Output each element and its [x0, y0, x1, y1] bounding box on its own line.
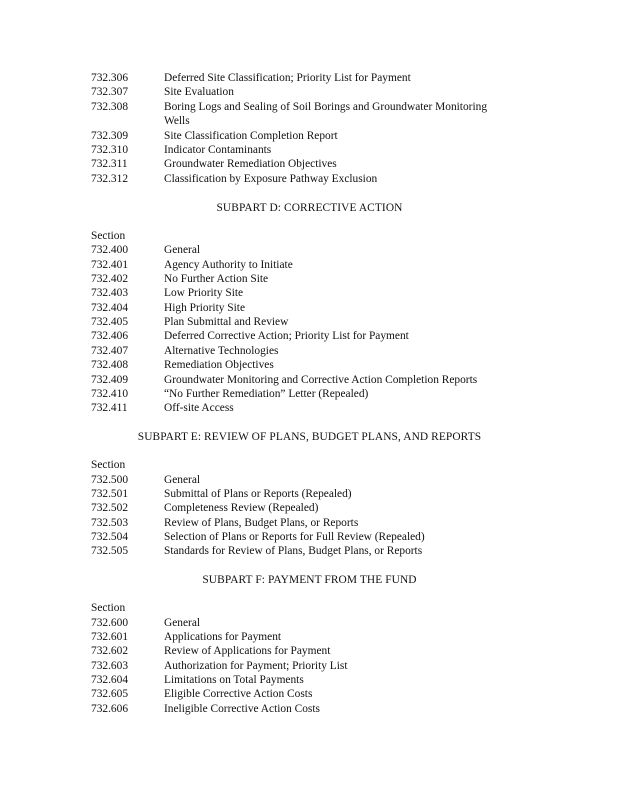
section-number: 732.309: [91, 130, 129, 142]
section-title: Selection of Plans or Reports for Full Review (Repealed): [164, 531, 425, 543]
section-label: Section: [91, 459, 126, 471]
section-number: 732.404: [91, 302, 129, 314]
section-number: 732.403: [91, 287, 129, 299]
section-number: 732.501: [91, 488, 129, 500]
section-title: Completeness Review (Repealed): [164, 502, 319, 514]
section-number: 732.600: [91, 617, 129, 629]
section-title: Deferred Corrective Action; Priority List for Payment: [164, 330, 409, 342]
section-title: High Priority Site: [164, 302, 246, 314]
section-number: 732.307: [91, 86, 129, 98]
section-number: 732.408: [91, 359, 129, 371]
section-title: No Further Action Site: [164, 273, 269, 285]
subpart-d-heading: SUBPART D: CORRECTIVE ACTION: [216, 202, 403, 214]
section-title: General: [164, 474, 201, 486]
section-title: Off-site Access: [164, 402, 234, 414]
section-title: Classification by Exposure Pathway Exclusion: [164, 173, 378, 185]
section-number: 732.604: [91, 674, 129, 686]
section-number: 732.402: [91, 273, 129, 285]
section-number: 732.401: [91, 259, 129, 271]
section-title: Indicator Contaminants: [164, 144, 272, 156]
section-number: 732.504: [91, 531, 129, 543]
section-number: 732.407: [91, 345, 129, 357]
section-title: Authorization for Payment; Priority List: [164, 660, 348, 672]
section-title: Groundwater Remediation Objectives: [164, 158, 337, 170]
section-title: Plan Submittal and Review: [164, 316, 289, 328]
section-title: Review of Applications for Payment: [164, 645, 331, 657]
section-number: 732.411: [91, 402, 128, 414]
section-number: 732.502: [91, 502, 129, 514]
section-number: 732.410: [91, 388, 129, 400]
section-number: 732.500: [91, 474, 129, 486]
section-number: 732.406: [91, 330, 129, 342]
section-number: 732.601: [91, 631, 129, 643]
section-number: 732.306: [91, 72, 129, 84]
section-title: Ineligible Corrective Action Costs: [164, 703, 320, 715]
section-title: Agency Authority to Initiate: [164, 259, 293, 271]
section-title: Eligible Corrective Action Costs: [164, 688, 313, 700]
section-number: 732.606: [91, 703, 129, 715]
section-number: 732.503: [91, 517, 129, 529]
section-label: Section: [91, 602, 126, 614]
section-title: General: [164, 617, 201, 629]
section-number: 732.405: [91, 316, 129, 328]
section-number: 732.308: [91, 101, 129, 113]
section-title: Site Evaluation: [164, 86, 234, 98]
section-number: 732.400: [91, 244, 129, 256]
section-label: Section: [91, 230, 126, 242]
section-title: Submittal of Plans or Reports (Repealed): [164, 488, 352, 500]
section-title: Boring Logs and Sealing of Soil Borings and Groundwater Monitoring: [164, 101, 488, 113]
section-title: General: [164, 244, 201, 256]
section-title: Remediation Objectives: [164, 359, 274, 371]
section-number: 732.602: [91, 645, 129, 657]
section-title: Review of Plans, Budget Plans, or Reports: [164, 517, 359, 529]
section-title: Applications for Payment: [164, 631, 282, 643]
section-title: “No Further Remediation” Letter (Repealed): [164, 388, 369, 400]
section-number: 732.603: [91, 660, 129, 672]
section-number: 732.312: [91, 173, 129, 185]
section-number: 732.409: [91, 374, 129, 386]
section-title: Low Priority Site: [164, 287, 244, 299]
section-number: 732.311: [91, 158, 128, 170]
section-title: Site Classification Completion Report: [164, 130, 338, 142]
section-number: 732.310: [91, 144, 129, 156]
subpart-e-heading: SUBPART E: REVIEW OF PLANS, BUDGET PLANS, AND REPORTS: [137, 431, 482, 443]
section-title: Deferred Site Classification; Priority List for Payment: [164, 72, 411, 84]
section-title: Groundwater Monitoring and Corrective Action Completion Reports: [164, 374, 478, 386]
section-title: Limitations on Total Payments: [164, 674, 304, 686]
section-number: 732.505: [91, 545, 129, 557]
section-title: Alternative Technologies: [164, 345, 279, 357]
section-title-continuation: Wells: [164, 115, 190, 127]
section-title: Standards for Review of Plans, Budget Plans, or Reports: [164, 545, 423, 557]
subpart-f-heading: SUBPART F: PAYMENT FROM THE FUND: [202, 574, 417, 586]
section-number: 732.605: [91, 688, 129, 700]
